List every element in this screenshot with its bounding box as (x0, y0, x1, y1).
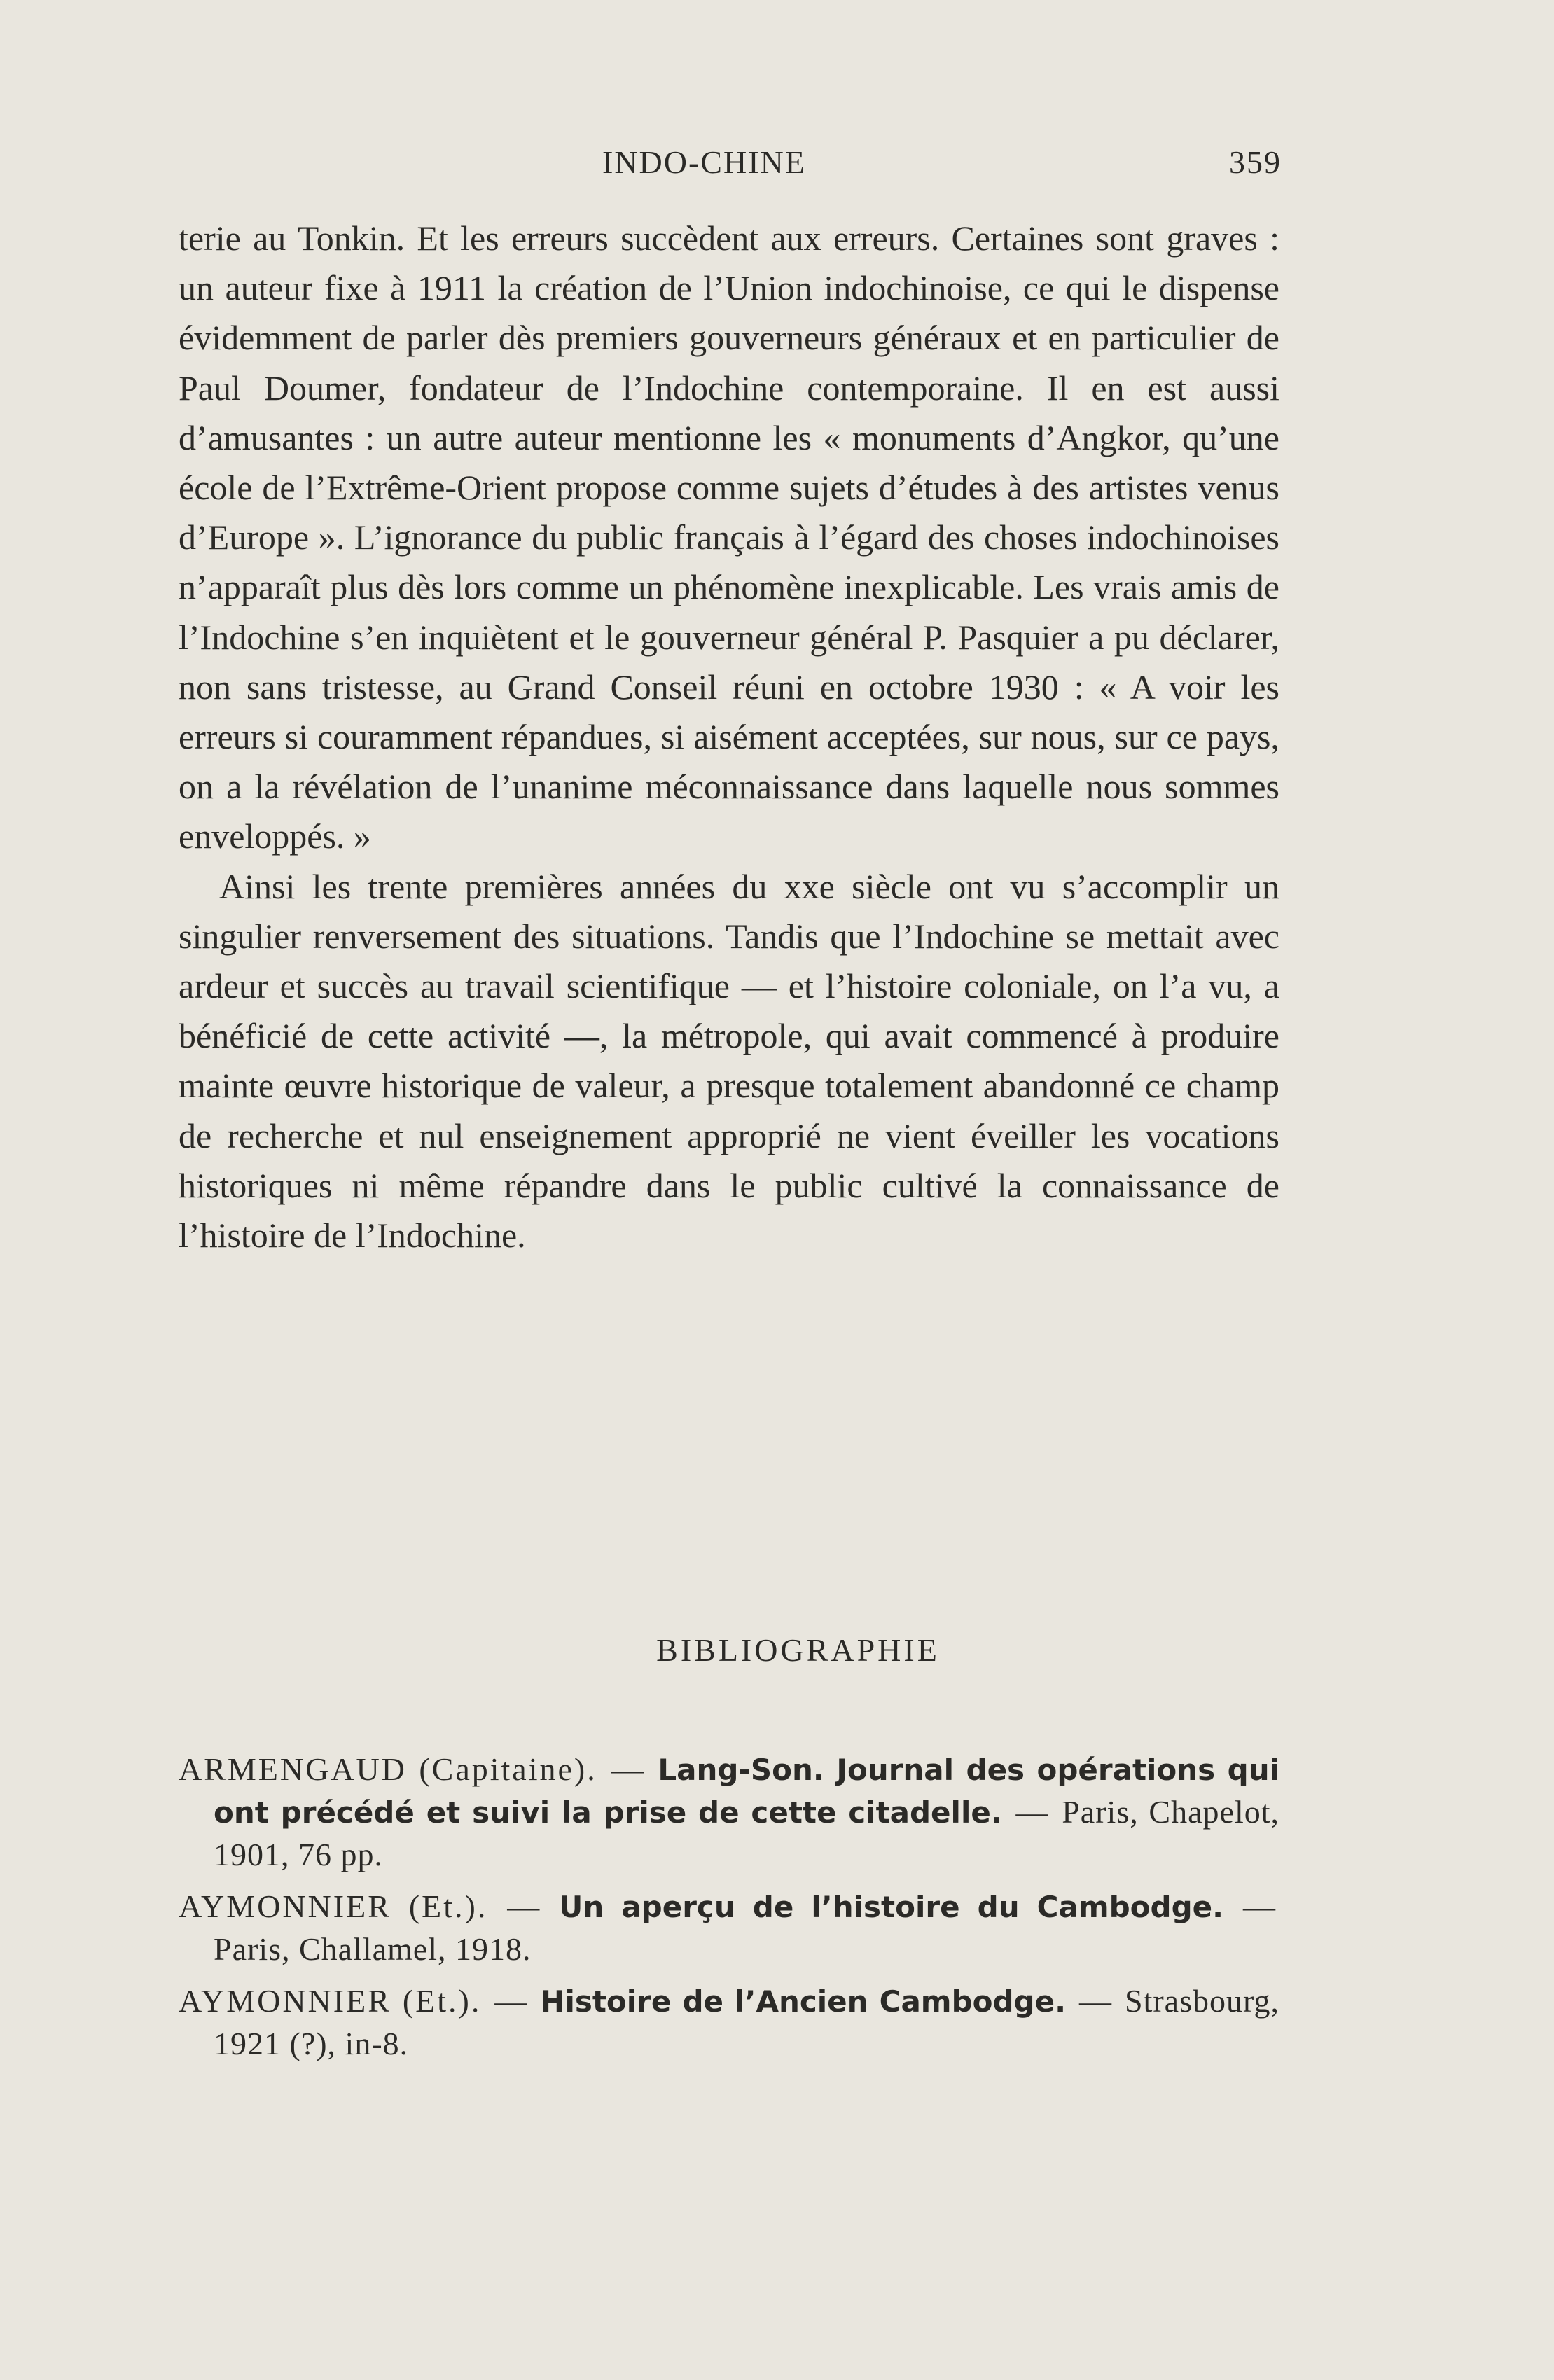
entry-title: Lang-Son. Journal des opérations qui ont précédé et suivi la prise de cette citadelle. (214, 1753, 1279, 1830)
bibliography-heading: BIBLIOGRAPHIE (656, 1632, 940, 1668)
running-title: INDO-CHINE (602, 144, 806, 180)
page-number: 359 (1229, 144, 1282, 180)
bibliography-entry: ARMENGAUD (Capitaine). — Lang-Son. Journal des opérations qui ont précédé et suivi la prise de cette citadelle. — Paris, Chapelot, 1901, 76 pp. (179, 1751, 1280, 1872)
paragraph-continuation: terie au Tonkin. Et les erreurs succèdent aux erreurs. Certaines sont graves : un auteur fixe à 1911 la création de l’Union indochinoise, ce qui le dispense évidemment de parler dès premiers gouverneurs généraux et en particulier de Paul Doumer, fondateur de l’Indochine contemporaine. Il en est aussi d’amusantes : un autre auteur mentionne les « monuments d’Angkor, qu’une école de l’Extrême-Orient propose comme sujets d’études à des artistes venus d’Europe ». L’ignorance du public français à l’égard des choses indochinoises n’apparaît plus dès lors comme un phénomène inexplicable. Les vrais amis de l’Indochine s’en inquiètent et le gouverneur général P. Pasquier a pu déclarer, non sans tristesse, au Grand Conseil réuni en octobre 1930 : « A voir les erreurs si couramment répandues, si aisément acceptées, sur nous, sur ce pays, on a la révélation de l’unanime méconnaissance dans laquelle nous sommes enveloppés. » (179, 218, 1279, 856)
bibliography-entry: AYMONNIER (Et.). — Un aperçu de l’histoire du Cambodge. — Paris, Challamel, 1918. (179, 1888, 1276, 1967)
bibliography-list (179, 1748, 1279, 2075)
entry-author: AYMONNIER (Et.). (179, 1983, 482, 2019)
entry-title: Un aperçu de l’histoire du Cambodge. (559, 1890, 1224, 1924)
running-head (175, 144, 1282, 186)
entry-title: Histoire de l’Ancien Cambodge. (540, 1984, 1067, 2019)
paragraph-ainsi: Ainsi les trente premières années du xxe siècle ont vu s’accomplir un singulier renversement des situations. Tandis que l’Indochine se mettait avec ardeur et succès au travail scientifique — et l’histoire coloniale, on l’a vu, a bénéficié de cette activité —, la métropole, qui avait commencé à produire mainte œuvre historique de valeur, a presque totalement abandonné ce champ de recherche et nul enseignement approprié ne vient éveiller les vocations historiques ni même répandre dans le public cultivé la connaissance de l’histoire de l’Indochine. (179, 866, 1279, 1255)
entry-author: ARMENGAUD (Capitaine). (179, 1751, 597, 1787)
entry-imprint: Paris, Chapelot, 1901, 76 pp. (214, 1794, 1280, 1872)
bibliography-entry: AYMONNIER (Et.). — Histoire de l’Ancien Cambodge. — Strasbourg, 1921 (?), in-8. (179, 1983, 1279, 2061)
entry-imprint: Strasbourg, 1921 (?), in-8. (214, 1983, 1279, 2061)
entry-imprint: Paris, Challamel, 1918. (214, 1931, 532, 1967)
entry-author: AYMONNIER (Et.). (179, 1888, 488, 1924)
body-text (179, 214, 1279, 1260)
